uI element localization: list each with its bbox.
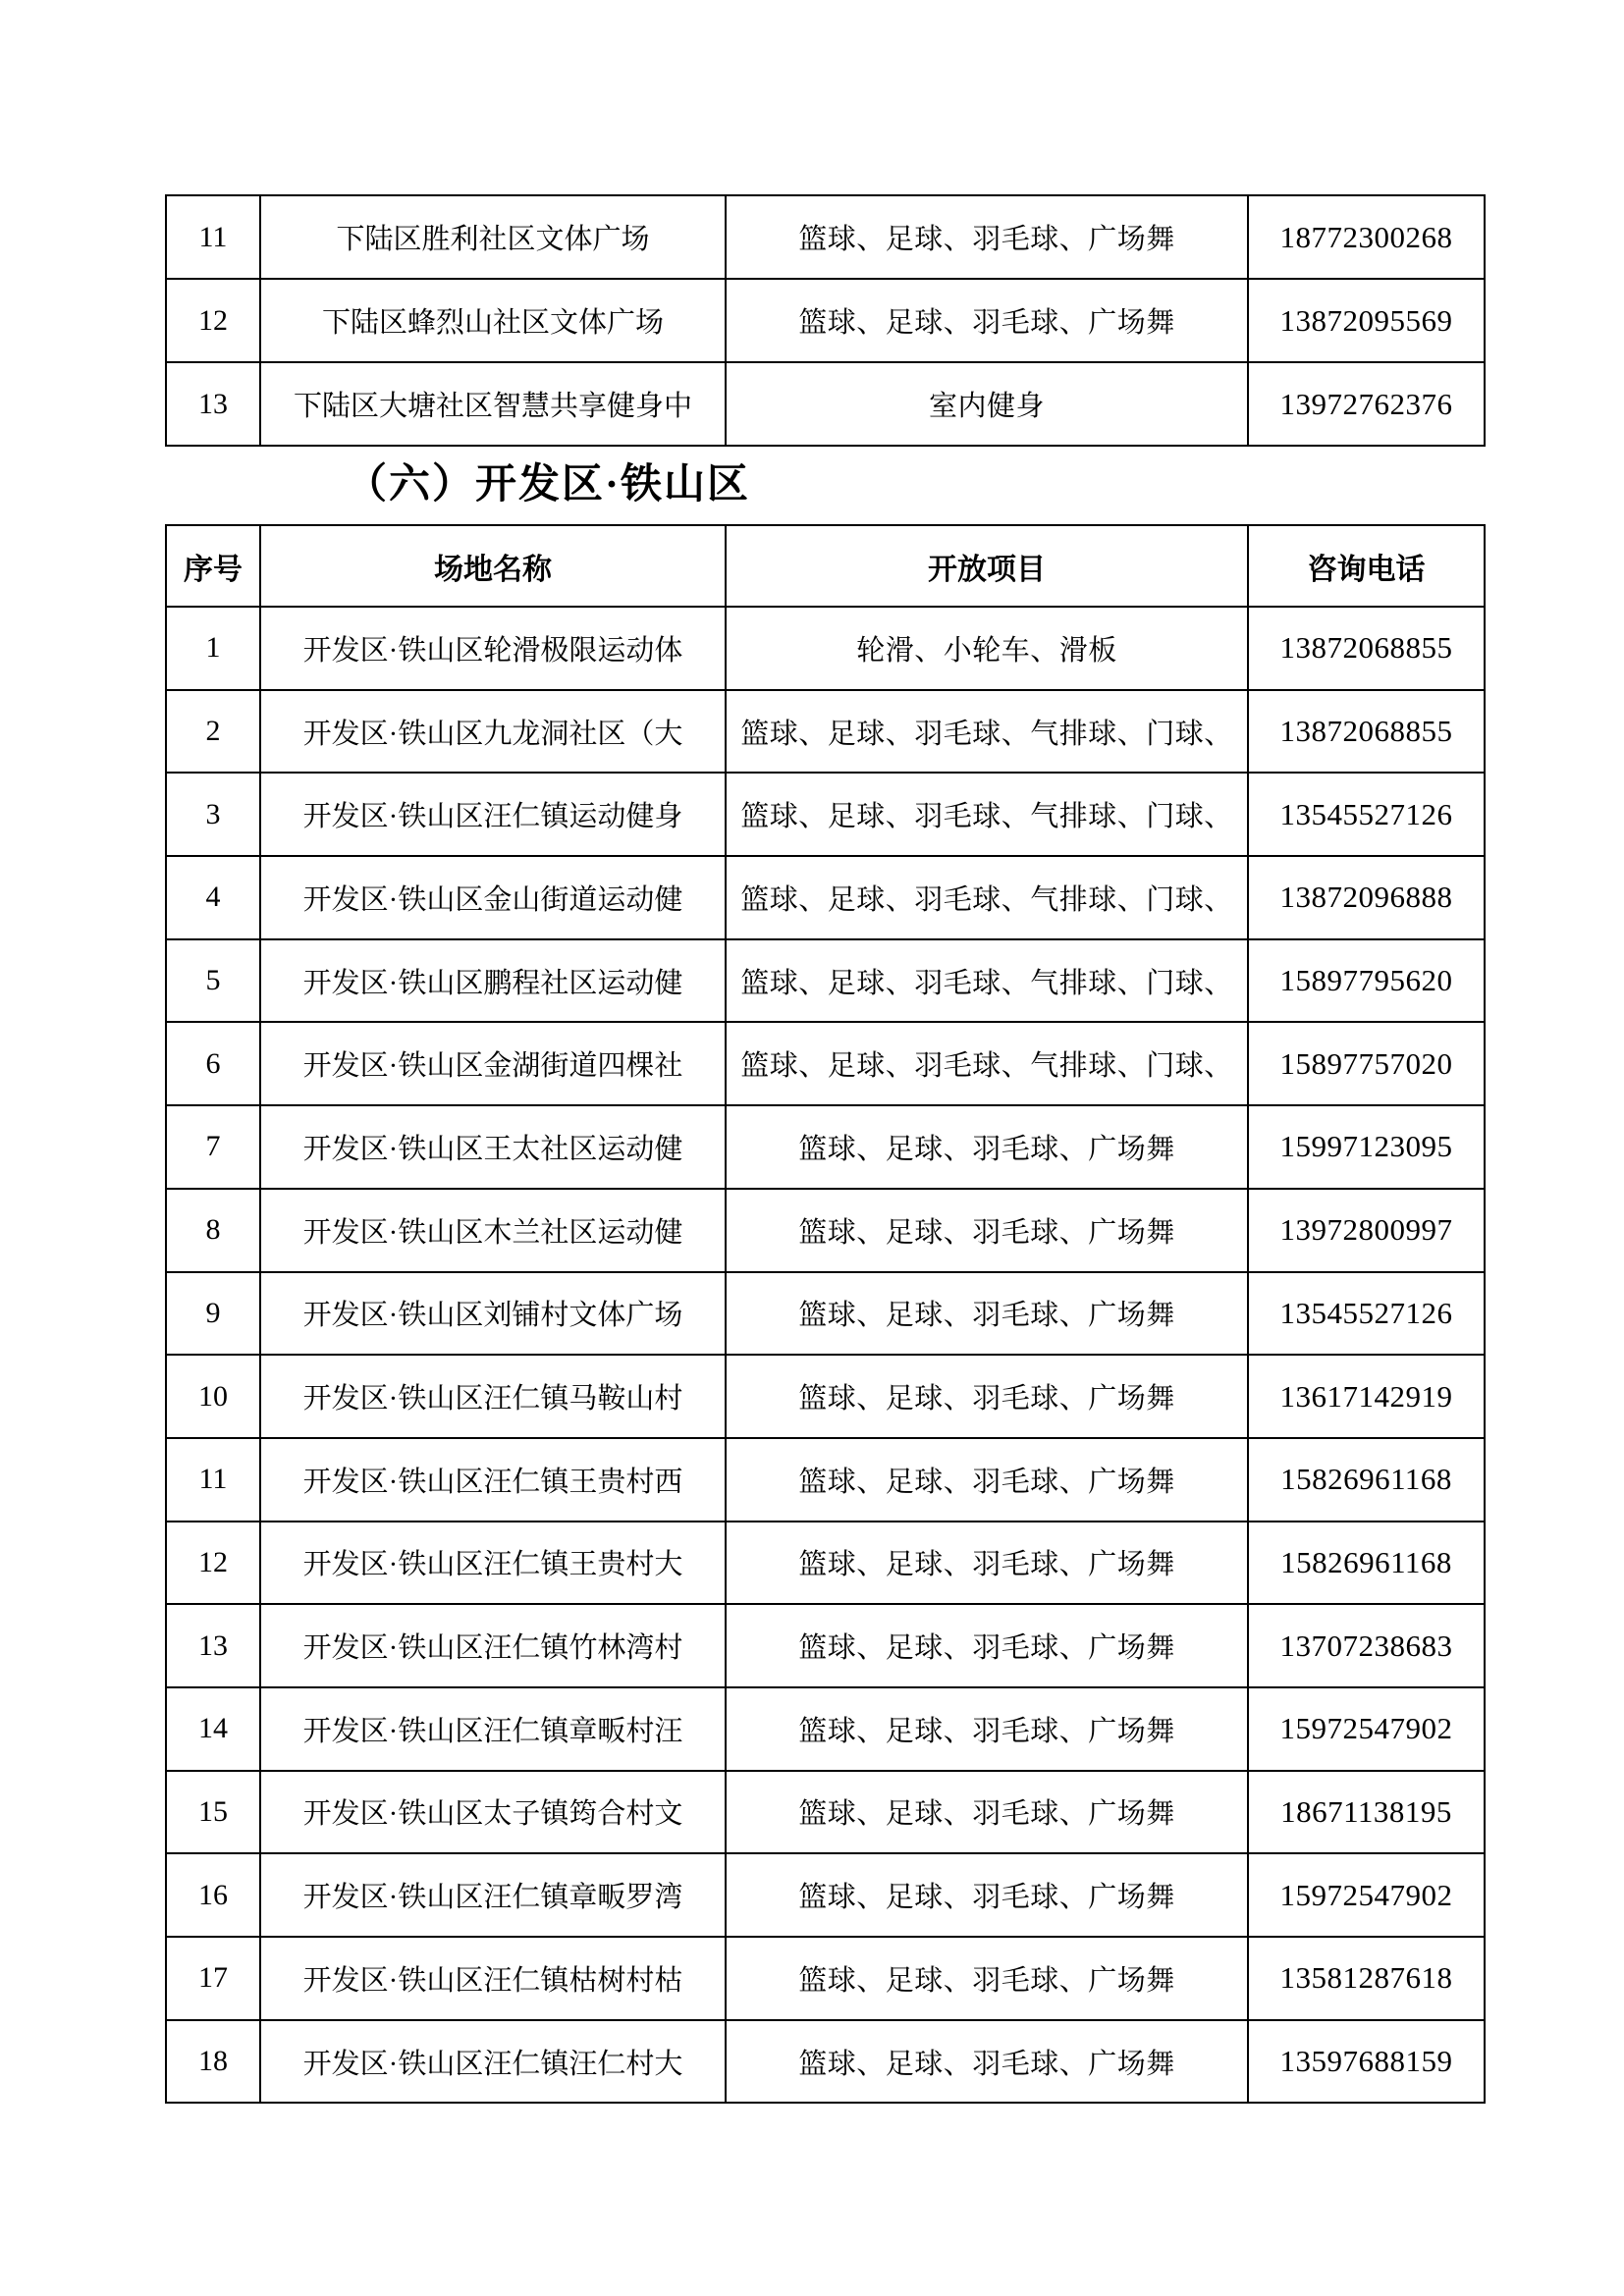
header-咨询电话: 咨询电话 — [1248, 525, 1485, 607]
venue-name-cell: 开发区·铁山区汪仁镇枯树村枯 — [260, 1937, 726, 2020]
table-row — [166, 1522, 1485, 1605]
row-number-cell: 7 — [166, 1105, 260, 1189]
table-row — [166, 1022, 1485, 1105]
open-items-cell: 篮球、足球、羽毛球、广场舞 — [726, 1105, 1248, 1189]
open-items-cell: 室内健身 — [726, 362, 1248, 446]
open-items-cell: 篮球、足球、羽毛球、广场舞 — [726, 1272, 1248, 1356]
open-items-cell: 篮球、足球、羽毛球、气排球、门球、 — [726, 856, 1248, 939]
table-row — [166, 279, 1485, 362]
open-items-cell: 篮球、足球、羽毛球、广场舞 — [726, 1853, 1248, 1937]
phone-cell: 13972762376 — [1248, 362, 1485, 446]
venue-name-cell: 开发区·铁山区轮滑极限运动体 — [260, 607, 726, 690]
row-number-cell: 11 — [166, 1438, 260, 1522]
venue-name-cell: 开发区·铁山区金湖街道四棵社 — [260, 1022, 726, 1105]
open-items-cell: 篮球、足球、羽毛球、广场舞 — [726, 1438, 1248, 1522]
row-number-cell: 8 — [166, 1189, 260, 1272]
table-row — [166, 1853, 1485, 1937]
table-row — [166, 690, 1485, 774]
open-items-cell: 篮球、足球、羽毛球、广场舞 — [726, 195, 1248, 279]
table-row — [166, 1937, 1485, 2020]
phone-cell: 15997123095 — [1248, 1105, 1485, 1189]
table-row — [166, 607, 1485, 690]
row-number-cell: 18 — [166, 2020, 260, 2104]
row-number-cell: 16 — [166, 1853, 260, 1937]
row-number-cell: 15 — [166, 1771, 260, 1854]
venue-name-cell: 开发区·铁山区汪仁镇王贵村西 — [260, 1438, 726, 1522]
table-header-row — [166, 525, 1485, 607]
phone-cell: 13872096888 — [1248, 856, 1485, 939]
phone-cell: 13597688159 — [1248, 2020, 1485, 2104]
row-number-cell: 5 — [166, 939, 260, 1023]
row-number-cell: 2 — [166, 690, 260, 774]
row-number-cell: 10 — [166, 1355, 260, 1438]
open-items-cell: 轮滑、小轮车、滑板 — [726, 607, 1248, 690]
venue-name-cell: 下陆区蜂烈山社区文体广场 — [260, 279, 726, 362]
phone-cell: 13972800997 — [1248, 1189, 1485, 1272]
table-row — [166, 1771, 1485, 1854]
header-开放项目: 开放项目 — [726, 525, 1248, 607]
row-number-cell: 13 — [166, 1604, 260, 1687]
table-row — [166, 1687, 1485, 1771]
venue-name-cell: 开发区·铁山区汪仁镇章畈村汪 — [260, 1687, 726, 1771]
table-row — [166, 1604, 1485, 1687]
venue-name-cell: 开发区·铁山区鹏程社区运动健 — [260, 939, 726, 1023]
venue-name-cell: 开发区·铁山区汪仁镇运动健身 — [260, 773, 726, 856]
phone-cell: 15972547902 — [1248, 1687, 1485, 1771]
row-number-cell: 9 — [166, 1272, 260, 1356]
table-row — [166, 2020, 1485, 2104]
venue-name-cell: 开发区·铁山区王太社区运动健 — [260, 1105, 726, 1189]
venue-name-cell: 下陆区大塘社区智慧共享健身中 — [260, 362, 726, 446]
row-number-cell: 17 — [166, 1937, 260, 2020]
row-number-cell: 12 — [166, 279, 260, 362]
row-number-cell: 6 — [166, 1022, 260, 1105]
venue-name-cell: 开发区·铁山区汪仁镇王贵村大 — [260, 1522, 726, 1605]
row-number-cell: 12 — [166, 1522, 260, 1605]
table-row — [166, 195, 1485, 279]
table-row — [166, 362, 1485, 446]
venue-name-cell: 开发区·铁山区汪仁镇马鞍山村 — [260, 1355, 726, 1438]
open-items-cell: 篮球、足球、羽毛球、气排球、门球、 — [726, 939, 1248, 1023]
venue-name-cell: 开发区·铁山区汪仁镇竹林湾村 — [260, 1604, 726, 1687]
open-items-cell: 篮球、足球、羽毛球、广场舞 — [726, 1604, 1248, 1687]
phone-cell: 13872068855 — [1248, 607, 1485, 690]
open-items-cell: 篮球、足球、羽毛球、气排球、门球、 — [726, 690, 1248, 774]
phone-cell: 13872068855 — [1248, 690, 1485, 774]
section-heading: （六）开发区·铁山区 — [346, 462, 751, 507]
venue-name-cell: 开发区·铁山区汪仁镇章畈罗湾 — [260, 1853, 726, 1937]
venues-table-tieshan — [165, 524, 1486, 2104]
open-items-cell: 篮球、足球、羽毛球、广场舞 — [726, 1771, 1248, 1854]
venues-table-continuation — [165, 194, 1486, 447]
phone-cell: 15972547902 — [1248, 1853, 1485, 1937]
open-items-cell: 篮球、足球、羽毛球、气排球、门球、 — [726, 773, 1248, 856]
open-items-cell: 篮球、足球、羽毛球、广场舞 — [726, 279, 1248, 362]
phone-cell: 18671138195 — [1248, 1771, 1485, 1854]
phone-cell: 13707238683 — [1248, 1604, 1485, 1687]
row-number-cell: 3 — [166, 773, 260, 856]
open-items-cell: 篮球、足球、羽毛球、广场舞 — [726, 1937, 1248, 2020]
open-items-cell: 篮球、足球、羽毛球、广场舞 — [726, 1522, 1248, 1605]
phone-cell: 13545527126 — [1248, 773, 1485, 856]
phone-cell: 18772300268 — [1248, 195, 1485, 279]
row-number-cell: 13 — [166, 362, 260, 446]
open-items-cell: 篮球、足球、羽毛球、气排球、门球、 — [726, 1022, 1248, 1105]
phone-cell: 13545527126 — [1248, 1272, 1485, 1356]
table-row — [166, 1189, 1485, 1272]
open-items-cell: 篮球、足球、羽毛球、广场舞 — [726, 1355, 1248, 1438]
venue-name-cell: 开发区·铁山区九龙洞社区（大 — [260, 690, 726, 774]
open-items-cell: 篮球、足球、羽毛球、广场舞 — [726, 1189, 1248, 1272]
open-items-cell: 篮球、足球、羽毛球、广场舞 — [726, 2020, 1248, 2104]
table-row — [166, 856, 1485, 939]
table-row — [166, 1355, 1485, 1438]
table-row — [166, 1272, 1485, 1356]
header-场地名称: 场地名称 — [260, 525, 726, 607]
table-row — [166, 1438, 1485, 1522]
row-number-cell: 1 — [166, 607, 260, 690]
table-row — [166, 939, 1485, 1023]
phone-cell: 15897757020 — [1248, 1022, 1485, 1105]
phone-cell: 15826961168 — [1248, 1522, 1485, 1605]
row-number-cell: 11 — [166, 195, 260, 279]
phone-cell: 15897795620 — [1248, 939, 1485, 1023]
venue-name-cell: 开发区·铁山区太子镇筠合村文 — [260, 1771, 726, 1854]
header-序号: 序号 — [166, 525, 260, 607]
row-number-cell: 14 — [166, 1687, 260, 1771]
phone-cell: 15826961168 — [1248, 1438, 1485, 1522]
phone-cell: 13617142919 — [1248, 1355, 1485, 1438]
venue-name-cell: 开发区·铁山区刘铺村文体广场 — [260, 1272, 726, 1356]
table-row — [166, 1105, 1485, 1189]
venue-name-cell: 开发区·铁山区木兰社区运动健 — [260, 1189, 726, 1272]
venue-name-cell: 开发区·铁山区汪仁镇汪仁村大 — [260, 2020, 726, 2104]
venue-name-cell: 下陆区胜利社区文体广场 — [260, 195, 726, 279]
open-items-cell: 篮球、足球、羽毛球、广场舞 — [726, 1687, 1248, 1771]
phone-cell: 13872095569 — [1248, 279, 1485, 362]
phone-cell: 13581287618 — [1248, 1937, 1485, 2020]
row-number-cell: 4 — [166, 856, 260, 939]
venue-name-cell: 开发区·铁山区金山街道运动健 — [260, 856, 726, 939]
table-row — [166, 773, 1485, 856]
